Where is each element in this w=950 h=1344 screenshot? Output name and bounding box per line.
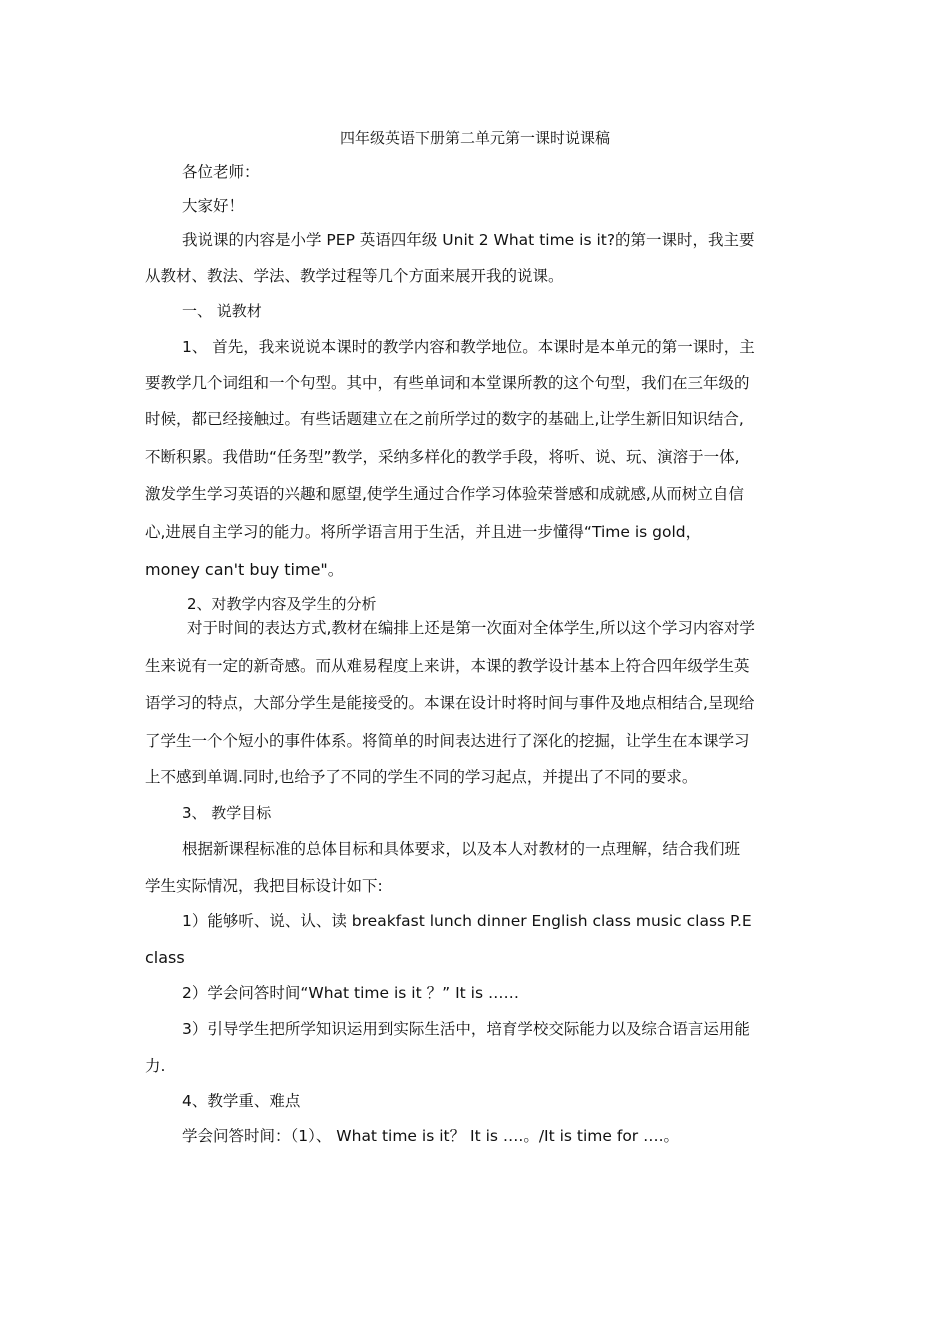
paragraph-line: 从教材、教法、学法、教学过程等几个方面来展开我的说课。 xyxy=(145,267,564,285)
section-heading: 一、 说教材 xyxy=(182,302,262,320)
paragraph-line: 激发学生学习英语的兴趣和愿望,使学生通过合作学习体验荣誉感和成就感,从而树立自信 xyxy=(145,485,744,503)
paragraph-line: 对于时间的表达方式,教材在编排上还是第一次面对全体学生,所以这个学习内容对学 xyxy=(187,619,755,637)
paragraph-line: 我说课的内容是小学 PEP 英语四年级 Unit 2 What time is it?的第一课时，我主要 xyxy=(182,231,755,249)
section-heading: 3、 教学目标 xyxy=(182,804,272,822)
paragraph-line: 1、 首先，我来说说本课时的教学内容和教学地位。本课时是本单元的第一课时，主 xyxy=(182,338,755,356)
paragraph-line: 时候，都已经接触过。有些话题建立在之前所学过的数字的基础上,让学生新旧知识结合, xyxy=(145,410,744,428)
objective-line: 1）能够听、说、认、读 breakfast lunch dinner English class music class P.E xyxy=(182,912,752,930)
paragraph-line: 心,进展自主学习的能力。将所学语言用于生活，并且进一步懂得“Time is gold， xyxy=(145,523,702,541)
objective-line: class xyxy=(145,948,185,967)
paragraph-line: 学生实际情况，我把目标设计如下: xyxy=(145,877,383,895)
objective-line: 力. xyxy=(145,1057,166,1075)
paragraph-line: 上不感到单调.同时,也给予了不同的学生不同的学习起点，并提出了不同的要求。 xyxy=(145,768,698,786)
paragraph-line: money can't buy time"。 xyxy=(145,560,344,579)
section-heading: 4、教学重、难点 xyxy=(182,1092,301,1110)
greeting: 大家好！ xyxy=(182,197,245,215)
paragraph-line: 语学习的特点，大部分学生是能接受的。本课在设计时将时间与事件及地点相结合,呈现给 xyxy=(145,694,755,712)
paragraph-line: 根据新课程标准的总体目标和具体要求，以及本人对教材的一点理解，结合我们班 xyxy=(182,840,741,858)
paragraph-line: 了学生一个个短小的事件体系。将简单的时间表达进行了深化的挖掘，让学生在本课学习 xyxy=(145,732,750,750)
paragraph-line: 不断积累。我借助“任务型”教学，采纳多样化的教学手段，将听、说、玩、演溶于一体, xyxy=(145,448,740,466)
document-title: 四年级英语下册第二单元第一课时说课稿 xyxy=(339,129,610,147)
salutation: 各位老师： xyxy=(182,163,260,181)
paragraph-line: 学会问答时间：（1）、 What time is it？ It is ….。/It is time for ….。 xyxy=(182,1127,680,1145)
section-heading: 2、对教学内容及学生的分析 xyxy=(187,595,377,613)
paragraph-line: 生来说有一定的新奇感。而从难易程度上来讲，本课的教学设计基本上符合四年级学生英 xyxy=(145,657,750,675)
objective-line: 2）学会问答时间“What time is it ？” It is …… xyxy=(182,984,519,1002)
paragraph-line: 要教学几个词组和一个句型。其中，有些单词和本堂课所教的这个句型，我们在三年级的 xyxy=(145,374,750,392)
objective-line: 3）引导学生把所学知识运用到实际生活中，培育学校交际能力以及综合语言运用能 xyxy=(182,1020,750,1038)
